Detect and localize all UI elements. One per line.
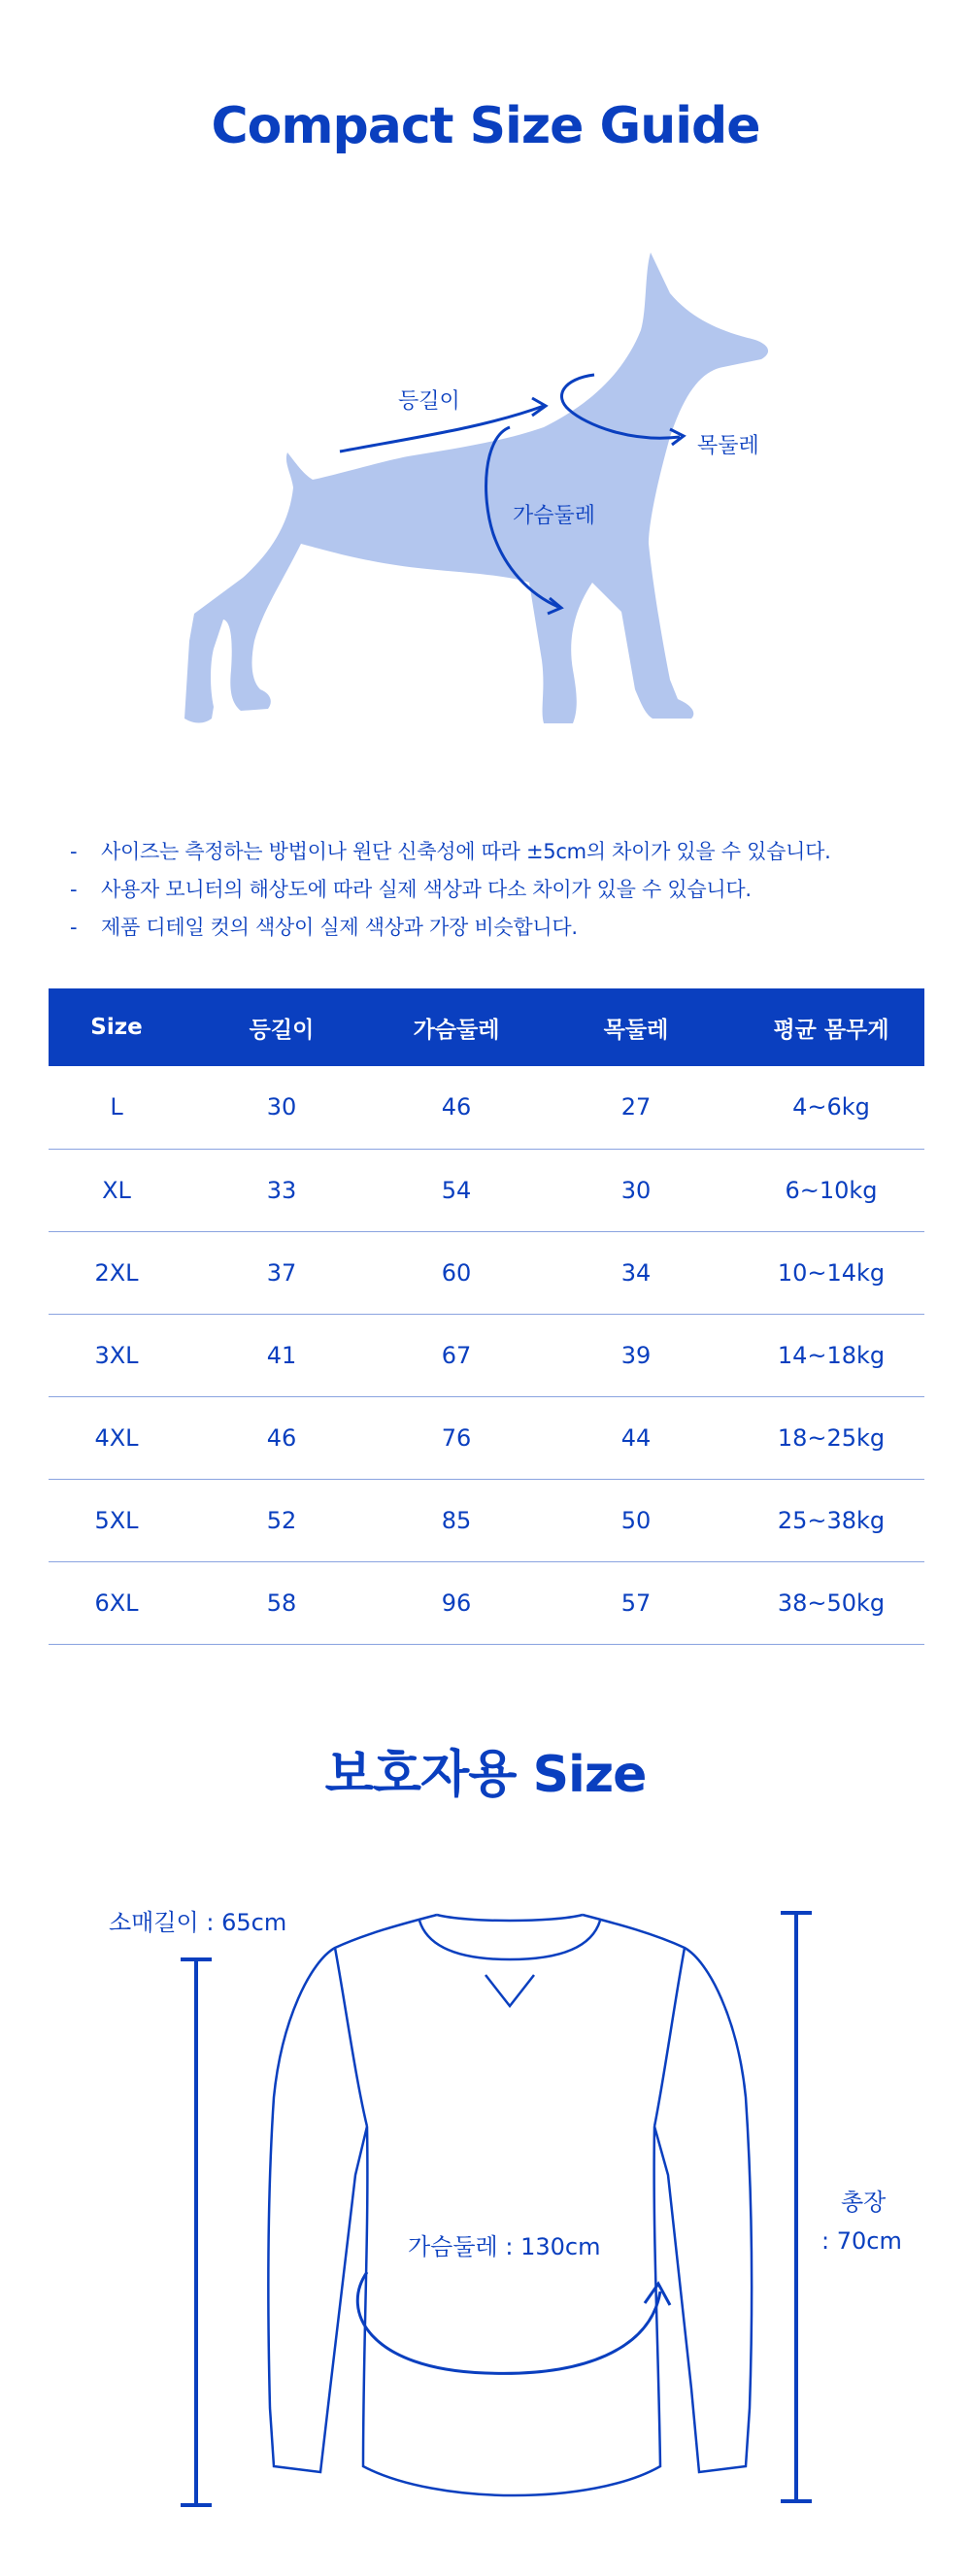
cell-back-length: 30 [184, 1066, 379, 1149]
cell-neck: 27 [534, 1066, 738, 1149]
cell-back-length: 52 [184, 1479, 379, 1561]
shirt-illustration [0, 1884, 971, 2563]
sleeve-length-label: 소매길이 : 65cm [109, 1909, 287, 1936]
header-chest: 가슴둘레 [379, 988, 534, 1066]
note-dash: - [70, 916, 78, 939]
cell-back-length: 46 [184, 1396, 379, 1479]
cell-chest: 96 [379, 1561, 534, 1644]
cell-size: 3XL [49, 1314, 184, 1396]
header-neck: 목둘레 [534, 988, 738, 1066]
sleeve-length-bar [181, 1959, 212, 2505]
cell-weight: 14~18kg [738, 1314, 924, 1396]
header-back-length: 등길이 [184, 988, 379, 1066]
notes-list [70, 833, 830, 947]
neck-label: 목둘레 [697, 434, 759, 458]
table-row [49, 1231, 924, 1314]
cell-size: 4XL [49, 1396, 184, 1479]
guardian-section-title: 보호자용 Size [324, 1746, 647, 1804]
cell-size: XL [49, 1149, 184, 1231]
cell-chest: 60 [379, 1231, 534, 1314]
cell-neck: 50 [534, 1479, 738, 1561]
cell-weight: 6~10kg [738, 1149, 924, 1231]
dog-silhouette [184, 252, 768, 723]
cell-chest: 54 [379, 1149, 534, 1231]
total-length-bar [781, 1913, 812, 2501]
cell-back-length: 41 [184, 1314, 379, 1396]
table-row [49, 1149, 924, 1231]
cell-weight: 10~14kg [738, 1231, 924, 1314]
header-size: Size [49, 988, 184, 1066]
header-weight: 평균 몸무게 [738, 988, 924, 1066]
table-header-row [49, 988, 924, 1066]
note-item: - 사용자 모니터의 해상도에 따라 실제 색상과 다소 차이가 있을 수 있습니다. [70, 871, 830, 909]
cell-neck: 34 [534, 1231, 738, 1314]
note-dash: - [70, 878, 78, 901]
cell-weight: 4~6kg [738, 1066, 924, 1149]
cell-weight: 38~50kg [738, 1561, 924, 1644]
table-row [49, 1314, 924, 1396]
back-length-label: 등길이 [398, 389, 460, 414]
cell-size: L [49, 1066, 184, 1149]
table-row [49, 1561, 924, 1644]
cell-neck: 44 [534, 1396, 738, 1479]
cell-neck: 57 [534, 1561, 738, 1644]
table-row [49, 1396, 924, 1479]
cell-neck: 39 [534, 1314, 738, 1396]
dog-illustration [0, 233, 971, 757]
total-length-value: : 70cm [821, 2227, 902, 2255]
shirt-chest-label: 가슴둘레 : 130cm [408, 2233, 601, 2260]
cell-chest: 85 [379, 1479, 534, 1561]
cell-weight: 25~38kg [738, 1479, 924, 1561]
size-table [49, 988, 924, 1645]
chest-label: 가슴둘레 [513, 504, 596, 528]
table-row [49, 1066, 924, 1149]
page-title: Compact Size Guide [211, 97, 760, 155]
note-item: - 제품 디테일 컷의 색상이 실제 색상과 가장 비슷합니다. [70, 909, 830, 947]
shirt-outline [268, 1915, 752, 2495]
cell-chest: 67 [379, 1314, 534, 1396]
cell-weight: 18~25kg [738, 1396, 924, 1479]
cell-neck: 30 [534, 1149, 738, 1231]
cell-size: 2XL [49, 1231, 184, 1314]
note-dash: - [70, 840, 78, 863]
table-row [49, 1479, 924, 1561]
cell-chest: 46 [379, 1066, 534, 1149]
cell-back-length: 58 [184, 1561, 379, 1644]
total-length-label: 총장 [841, 2189, 887, 2216]
cell-size: 5XL [49, 1479, 184, 1561]
cell-chest: 76 [379, 1396, 534, 1479]
shirt-chest-arrow [357, 2272, 660, 2373]
note-item: - 사이즈는 측정하는 방법이나 원단 신축성에 따라 ±5cm의 차이가 있을 수 있습니다. [70, 833, 830, 871]
cell-back-length: 37 [184, 1231, 379, 1314]
cell-back-length: 33 [184, 1149, 379, 1231]
cell-size: 6XL [49, 1561, 184, 1644]
